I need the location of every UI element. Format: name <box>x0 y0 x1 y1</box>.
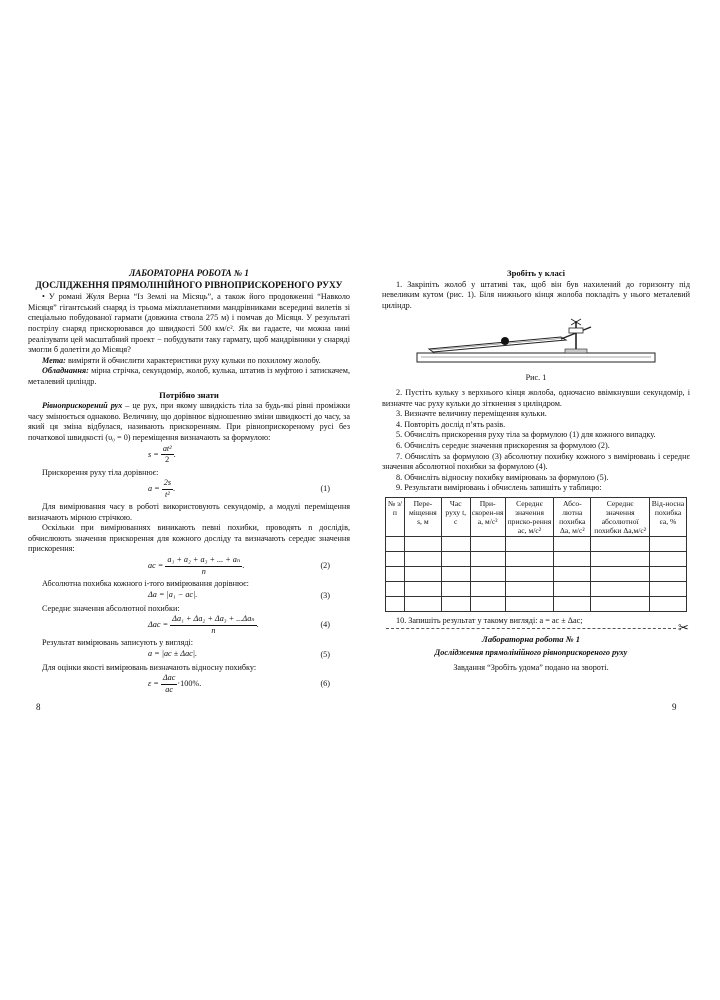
formula-5-number: (5) <box>320 649 330 659</box>
step-9: 9. Результати вимірювань і обчислень запишіть у таблицю: <box>396 483 602 493</box>
intro-paragraph: • У романі Жуля Верна “Із Землі на Місяць”, а також його продовженні “Навколо Місяця” гігантський снаряд із трьома міжпланетними мандрівниками всередині вилетів зі спеціально побудованої гармати (довжина ствола 275 м) і помчав до Місяця. У результаті пострілу снаряд прискорювався до швидкості 500 км/с². Як ви гадаєте, чи можна нині реалізувати цей масштабний проект − побудувати таку гармату, щоб мандрівники у снаряді змогли б долетіти до Місяця? <box>28 292 350 355</box>
step-10: 10. Запишіть результат у такому вигляді: a = aс ± Δaс; <box>396 615 583 625</box>
cut-note: Завдання “Зробіть удома” подано на звороті. <box>453 663 609 672</box>
goal-label: Мета: <box>42 355 66 365</box>
cut-line <box>386 628 676 629</box>
clamp <box>569 328 583 333</box>
accel-intro: Прискорення руху тіла дорівнює: <box>42 467 159 477</box>
formula-6 <box>28 673 350 697</box>
stand-foot <box>565 349 587 353</box>
f3-expr: Δa = |a₁ − aс|. <box>148 589 198 599</box>
formula-2-number: (2) <box>320 561 330 571</box>
right-page <box>382 268 690 627</box>
step-4: 4. Повторіть дослід п’ять разів. <box>396 419 506 429</box>
f1-den: t² <box>164 489 170 499</box>
scissors-icon: ✂ <box>678 620 689 635</box>
rel-paragraph: Для оцінки якості вимірювань визначають відносну похибку: <box>42 662 257 672</box>
abs-error-paragraph: Абсолютна похибка кожного i-того вимірювання дорівнює: <box>42 579 249 589</box>
formula-2 <box>28 555 350 579</box>
goal-text: виміряти й обчислити характеристики руху кульки по похилому жолобу. <box>65 355 321 365</box>
table-row <box>386 596 687 611</box>
groove-edge <box>431 339 561 351</box>
equipment-text: мірна стрічка, секундомір, жолоб, кулька, штатив із муфтою і затискачем, металевий циліндр. <box>28 366 350 386</box>
table-header-row <box>386 497 687 536</box>
f4-tail: . <box>256 620 259 630</box>
cut-lab-heading: Лабораторна робота № 1 <box>481 634 581 644</box>
page-number-left: 8 <box>36 702 41 712</box>
f-s-tail: . <box>173 449 176 459</box>
th-time: Час руху t, с <box>441 497 470 536</box>
f-s-den: 2 <box>165 455 170 465</box>
table-row <box>386 551 687 566</box>
f6-den: aс <box>165 685 173 695</box>
formula-6-number: (6) <box>320 679 330 689</box>
step-3: 3. Визначте величину переміщення кульки. <box>396 409 547 419</box>
f1-num: 2s <box>162 478 173 490</box>
formula-4-number: (4) <box>320 620 330 630</box>
goal-paragraph <box>28 356 350 367</box>
th-number: № з/п <box>386 497 405 536</box>
table-row <box>386 581 687 596</box>
table-row <box>386 566 687 581</box>
table-row <box>386 536 687 551</box>
f2-den: n <box>201 566 206 576</box>
page-number-right: 9 <box>672 702 677 712</box>
f6-num: Δaс <box>161 673 178 685</box>
th-mean-acceleration: Середнє значення приско-рення aс, м/с² <box>505 497 554 536</box>
formula-displacement <box>28 444 350 468</box>
step-2: 2. Пустіть кульку з верхнього кінця жолоба, одночасно ввімкнувши секундомір, і визначте час руху кульки до зіткнення з циліндром. <box>382 387 690 408</box>
formula-3-number: (3) <box>320 590 330 600</box>
step-6: 6. Обчисліть середнє значення прискорення за формулою (2). <box>396 440 610 450</box>
step-8: 8. Обчисліть відносну похибку вимірювань за формулою (5). <box>396 472 609 482</box>
lab-title: ДОСЛІДЖЕННЯ ПРЯМОЛІНІЙНОГО РІВНОПРИСКОРЕНОГО РУХУ <box>35 280 343 291</box>
cut-title: Дослідження прямолінійного рівноприскореного руху <box>434 648 628 657</box>
equipment-paragraph <box>28 366 350 387</box>
f5-expr: a = |aс ± Δaс|. <box>148 648 198 658</box>
result-paragraph: Результат вимірювань записують у вигляді: <box>42 638 194 648</box>
formula-5 <box>28 649 350 663</box>
formula-3 <box>28 590 350 604</box>
cut-section <box>386 634 676 673</box>
f1-tail: . <box>173 484 176 494</box>
th-abs-error: Абсо-лютна похибка Δa, м/с² <box>554 497 591 536</box>
step-7: 7. Обчисліть за формулою (3) абсолютну похибку кожного з вимірювань і середнє значення абсолютної похибки за формулою (4). <box>382 451 690 472</box>
ball <box>501 337 509 345</box>
timer-paragraph: Для вимірювання часу в роботі використовують секундомір, а модулі переміщення визначають мірною стрічкою. <box>28 502 350 522</box>
equipment-label: Обладнання: <box>42 366 89 376</box>
f-s-num: at² <box>161 444 174 456</box>
definition-text: – це рух, при якому швидкість тіла за будь-які рівні проміжки часу змінюється однаково. Величину, що дорівнює відношенню зміни швидкості до часу, за який ця зміна відбулася, називають прискоренням. При рівноприскореному русі без початкової швидкості (υ₀ = 0) переміщення визначають за формулою: <box>28 401 351 442</box>
results-table <box>385 497 687 612</box>
left-page <box>28 268 350 697</box>
formula-4 <box>28 614 350 638</box>
definition-term: Рівноприскорений рух <box>42 401 123 411</box>
formula-1-number: (1) <box>320 484 330 494</box>
f1-left: a = <box>148 484 160 494</box>
f-s-left: s = <box>148 449 159 459</box>
f2-tail: . <box>242 561 245 571</box>
lab-heading: ЛАБОРАТОРНА РОБОТА № 1 <box>129 268 249 278</box>
f6-tail: ·100%. <box>177 679 202 689</box>
step-1: 1. Закріпіть жолоб у штативі так, щоб він був нахилений до горизонту під невеликим кутом (рис. 1). Біля нижнього кінця жолоба покладіть у нього металевий циліндр. <box>382 279 690 310</box>
error-paragraph: Оскільки при вимірюваннях виникають певні похибки, проводять n дослідів, обчислюють значення прискорення для кожного досліду та визначають середнє значення прискорення: <box>28 523 350 554</box>
apparatus-figure <box>411 315 661 367</box>
th-acceleration: При-скорен-ня a, м/с² <box>470 497 505 536</box>
f6-left: ε = <box>148 679 159 689</box>
f4-left: Δaс = <box>148 620 169 630</box>
mean-abs-paragraph: Середнє значення абсолютної похибки: <box>42 603 180 613</box>
f4-num: Δa₁ + Δa₂ + Δa₃ + ...Δaₙ <box>170 614 256 626</box>
formula-1 <box>28 478 350 502</box>
groove <box>429 337 566 352</box>
section-heading: Потрібно знати <box>159 389 219 400</box>
f2-num: a₁ + a₂ + a₃ + ... + aₙ <box>165 555 242 567</box>
f2-left: aс = <box>148 561 164 571</box>
base-board <box>417 353 655 362</box>
th-displacement: Пере-міщення s, м <box>404 497 441 536</box>
step-5: 5. Обчисліть прискорення руху тіла за формулою (1) для кожного випадку. <box>396 430 656 440</box>
th-mean-abs-error: Середнє значення абсолютної похибки Δa,м/с² <box>591 497 650 536</box>
definition-paragraph <box>28 401 350 443</box>
class-heading: Зробіть у класі <box>507 268 565 278</box>
f4-den: n <box>211 625 216 635</box>
figure-caption: Рис. 1 <box>525 373 547 383</box>
th-rel-error: Від-носна похибка εа, % <box>650 497 687 536</box>
